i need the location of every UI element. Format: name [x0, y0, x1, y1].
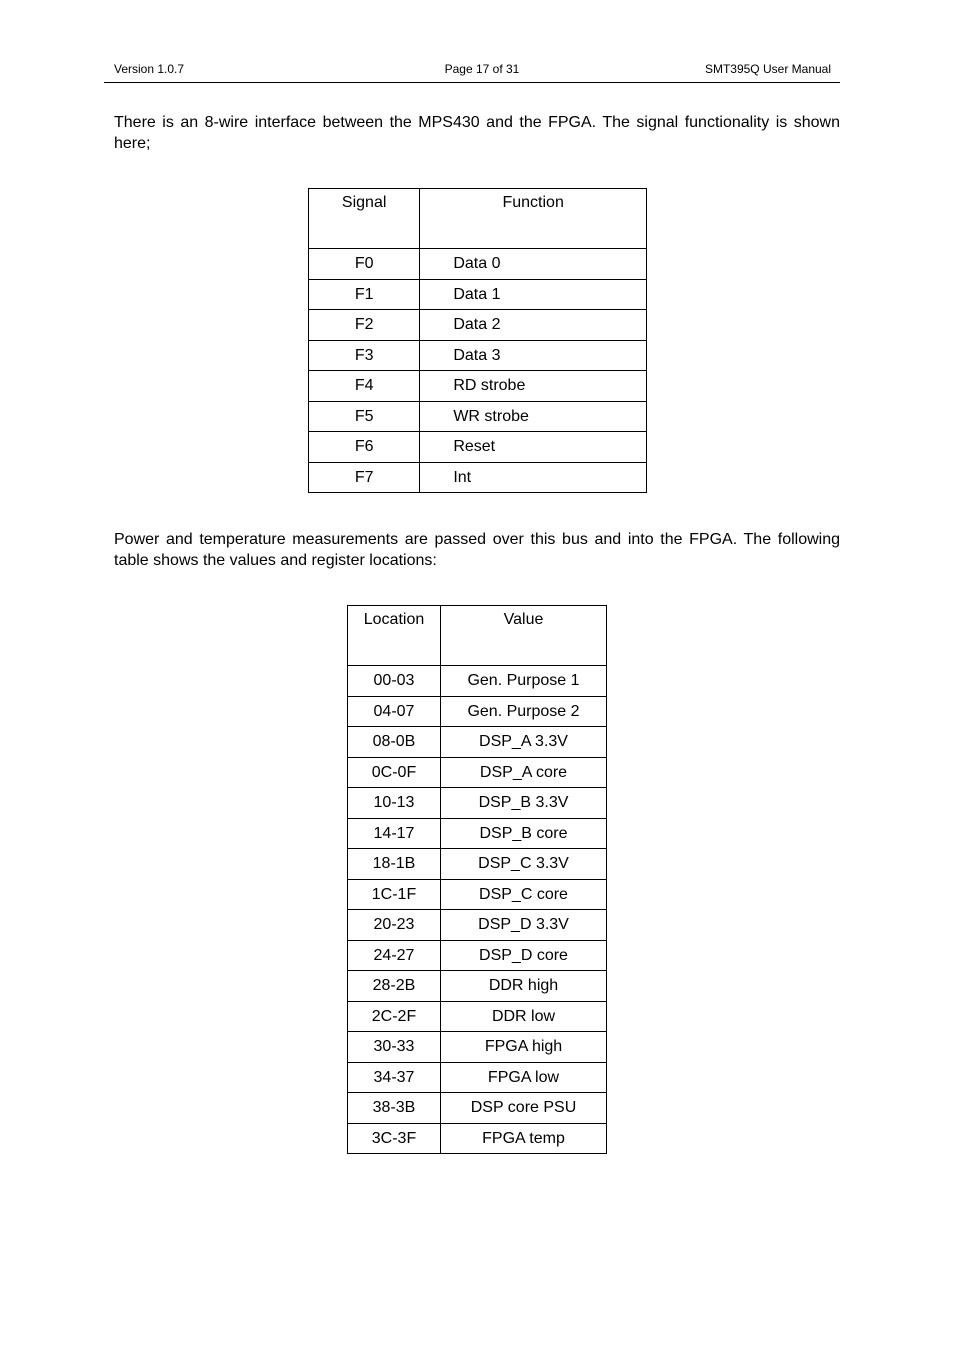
- intro-paragraph: There is an 8-wire interface between the MPS430 and the FPGA. The signal functionality is shown here;: [114, 114, 840, 152]
- location-cell: 28-2B: [348, 971, 441, 1002]
- table-row: [348, 757, 607, 788]
- value-cell: Gen. Purpose 2: [441, 696, 607, 727]
- value-cell: DSP_C 3.3V: [441, 849, 607, 880]
- value-cell: DSP_A core: [441, 757, 607, 788]
- table-row: [348, 879, 607, 910]
- column-header-signal: Signal: [309, 189, 420, 249]
- signal-cell: F3: [309, 340, 420, 371]
- table-row: [309, 432, 647, 463]
- value-cell: DSP_B core: [441, 818, 607, 849]
- location-cell: 3C-3F: [348, 1123, 441, 1154]
- table-row: [309, 462, 647, 493]
- table-row: [348, 788, 607, 819]
- value-cell: DDR high: [441, 971, 607, 1002]
- table-row: [348, 940, 607, 971]
- function-cell: Reset: [420, 432, 647, 463]
- table-row: [348, 1123, 607, 1154]
- signal-cell: F6: [309, 432, 420, 463]
- location-cell: 2C-2F: [348, 1001, 441, 1032]
- value-cell: DSP_D 3.3V: [441, 910, 607, 941]
- location-cell: 24-27: [348, 940, 441, 971]
- table-row: [348, 696, 607, 727]
- page-header: [104, 62, 840, 83]
- value-cell: DSP_B 3.3V: [441, 788, 607, 819]
- header-page-number: Page 17 of 31: [444, 62, 520, 76]
- location-cell: 1C-1F: [348, 879, 441, 910]
- location-cell: 10-13: [348, 788, 441, 819]
- value-cell: DSP_C core: [441, 879, 607, 910]
- location-cell: 34-37: [348, 1062, 441, 1093]
- table-row: [348, 1062, 607, 1093]
- table-row: [309, 279, 647, 310]
- signal-cell: F2: [309, 310, 420, 341]
- location-cell: 18-1B: [348, 849, 441, 880]
- function-cell: Data 0: [420, 249, 647, 280]
- signal-cell: F1: [309, 279, 420, 310]
- power-paragraph: Power and temperature measurements are passed over this bus and into the FPGA. The following table shows the values and register locations:: [114, 531, 840, 569]
- signal-cell: F5: [309, 401, 420, 432]
- value-cell: FPGA temp: [441, 1123, 607, 1154]
- register-location-table: [347, 605, 607, 1154]
- value-cell: Gen. Purpose 1: [441, 666, 607, 697]
- location-cell: 14-17: [348, 818, 441, 849]
- value-cell: DSP_A 3.3V: [441, 727, 607, 758]
- value-cell: DSP_D core: [441, 940, 607, 971]
- signal-cell: F7: [309, 462, 420, 493]
- function-cell: Data 1: [420, 279, 647, 310]
- value-cell: FPGA low: [441, 1062, 607, 1093]
- table-row: [348, 666, 607, 697]
- table-row: [348, 849, 607, 880]
- table-row: [309, 371, 647, 402]
- table-row: [348, 971, 607, 1002]
- column-header-function: Function: [420, 189, 647, 249]
- signal-cell: F0: [309, 249, 420, 280]
- location-cell: 08-0B: [348, 727, 441, 758]
- table-row: [309, 310, 647, 341]
- table-row: [348, 818, 607, 849]
- function-cell: Data 3: [420, 340, 647, 371]
- value-cell: DDR low: [441, 1001, 607, 1032]
- table-row: [348, 910, 607, 941]
- table-row: [309, 401, 647, 432]
- location-cell: 30-33: [348, 1032, 441, 1063]
- location-cell: 00-03: [348, 666, 441, 697]
- table-row: [309, 249, 647, 280]
- header-document-title: SMT395Q User Manual: [704, 62, 831, 76]
- signal-cell: F4: [309, 371, 420, 402]
- value-cell: FPGA high: [441, 1032, 607, 1063]
- table-header-row: [348, 606, 607, 666]
- table-row: [348, 1093, 607, 1124]
- signal-function-table: [308, 188, 647, 493]
- location-cell: 0C-0F: [348, 757, 441, 788]
- function-cell: WR strobe: [420, 401, 647, 432]
- table-row: [348, 727, 607, 758]
- location-cell: 20-23: [348, 910, 441, 941]
- location-cell: 04-07: [348, 696, 441, 727]
- table-header-row: [309, 189, 647, 249]
- column-header-location: Location: [348, 606, 441, 666]
- column-header-value: Value: [441, 606, 607, 666]
- table-row: [348, 1001, 607, 1032]
- location-cell: 38-3B: [348, 1093, 441, 1124]
- function-cell: Data 2: [420, 310, 647, 341]
- function-cell: RD strobe: [420, 371, 647, 402]
- table-row: [348, 1032, 607, 1063]
- value-cell: DSP core PSU: [441, 1093, 607, 1124]
- function-cell: Int: [420, 462, 647, 493]
- table-row: [309, 340, 647, 371]
- header-version: Version 1.0.7: [114, 62, 185, 76]
